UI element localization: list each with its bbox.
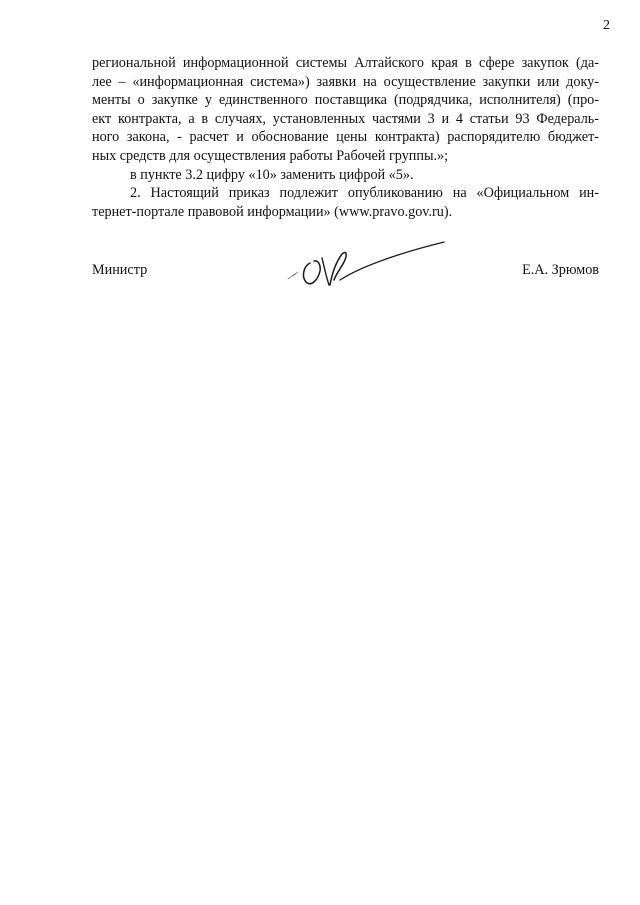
paragraph-2: в пункте 3.2 цифру «10» заменить цифрой «5». (130, 166, 414, 183)
signature-peak (330, 252, 346, 285)
paragraph-1-line-6: ных средств для осуществления работы Рабочей группы.»; (92, 147, 449, 164)
handwritten-signature (284, 236, 449, 292)
paragraph-1-line-4: ект контракта, а в случаях, установленных частями 3 и 4 статьи 93 Федераль- (92, 110, 599, 127)
signature-loop (303, 261, 320, 284)
paragraph-1-line-2: лее – «информационная система») заявки на осуществление закупки или доку- (92, 73, 599, 90)
signer-title: Министр (92, 262, 148, 278)
paragraph-1-line-5: ного закона, - расчет и обоснование цены контракта) распорядителю бюджет- (92, 129, 599, 146)
document-body (92, 54, 599, 221)
paragraph-1-line-1: региональной информационной системы Алтайского края в сфере закупок (да- (92, 55, 599, 71)
signer-name: Е.А. Зрюмов (522, 262, 599, 278)
paragraph-1-line-3: менты о закупке у единственного поставщика (подрядчика, исполнителя) (про- (92, 92, 599, 109)
page-number: 2 (603, 18, 610, 33)
signature-tail (340, 242, 444, 280)
paragraph-3-line-1: 2. Настоящий приказ подлежит опубликованию на «Официальном ин- (130, 185, 599, 202)
paragraph-3-line-2: тернет-портале правовой информации» (www.pravo.gov.ru). (92, 203, 453, 220)
signature-stem (322, 258, 329, 285)
